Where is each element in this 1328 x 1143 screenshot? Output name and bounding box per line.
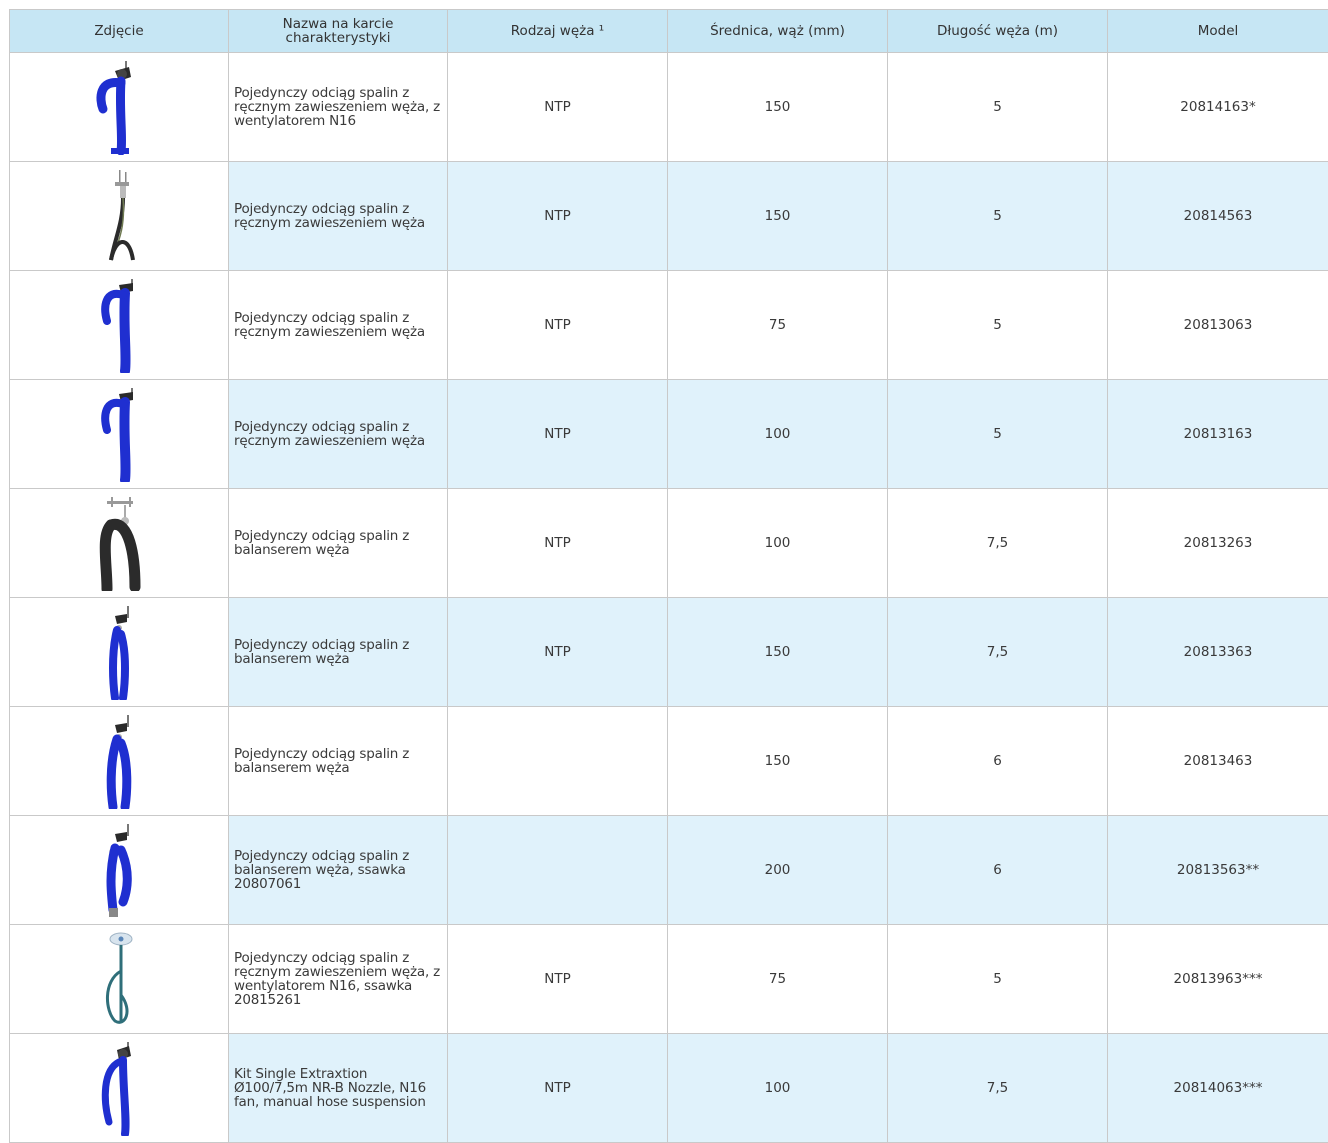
table-row bbox=[10, 162, 1328, 271]
hose-type-cell: NTP bbox=[448, 271, 668, 380]
header-name bbox=[229, 10, 448, 53]
model-cell: 20813463 bbox=[1108, 707, 1328, 816]
blue-hose-with-fan-icon bbox=[89, 1040, 149, 1136]
header-name-label: Nazwa na karcie charakterystyki bbox=[273, 17, 403, 45]
length-cell: 7,5 bbox=[888, 489, 1108, 598]
name-cell: Pojedynczy odciąg spalin z ręcznym zawieszeniem węża, z wentylatorem N16 bbox=[229, 53, 448, 162]
model-cell: 20814163* bbox=[1108, 53, 1328, 162]
diameter-cell: 100 bbox=[668, 489, 888, 598]
hose-type-cell bbox=[448, 707, 668, 816]
hose-type-cell: NTP bbox=[448, 925, 668, 1034]
table-row bbox=[10, 925, 1328, 1034]
photo-cell bbox=[10, 707, 229, 816]
model-cell: 20813363 bbox=[1108, 598, 1328, 707]
table-row bbox=[10, 271, 1328, 380]
diameter-cell: 150 bbox=[668, 707, 888, 816]
header-photo: Zdjęcie bbox=[10, 10, 229, 53]
photo-cell bbox=[10, 1034, 229, 1143]
photo-cell bbox=[10, 816, 229, 925]
table-row bbox=[10, 598, 1328, 707]
photo-cell bbox=[10, 271, 229, 380]
hose-type-cell: NTP bbox=[448, 598, 668, 707]
product-table bbox=[9, 9, 1328, 1143]
model-cell: 20813163 bbox=[1108, 380, 1328, 489]
diameter-cell: 100 bbox=[668, 1034, 888, 1143]
length-cell: 5 bbox=[888, 53, 1108, 162]
photo-cell bbox=[10, 53, 229, 162]
name-cell: Kit Single Extraxtion Ø100/7,5m NR-B Nozzle, N16 fan, manual hose suspension bbox=[229, 1034, 448, 1143]
name-cell: Pojedynczy odciąg spalin z ręcznym zawieszeniem węża bbox=[229, 380, 448, 489]
teal-hose-with-fan-icon bbox=[89, 931, 149, 1027]
black-hose-balancer-icon bbox=[89, 495, 149, 591]
header-length: Długość węża (m) bbox=[888, 10, 1108, 53]
header-hose-type: Rodzaj węża ¹ bbox=[448, 10, 668, 53]
length-cell: 5 bbox=[888, 271, 1108, 380]
hose-type-cell: NTP bbox=[448, 489, 668, 598]
model-cell: 20814563 bbox=[1108, 162, 1328, 271]
hose-type-cell: NTP bbox=[448, 380, 668, 489]
length-cell: 6 bbox=[888, 816, 1108, 925]
model-cell: 20813963*** bbox=[1108, 925, 1328, 1034]
length-cell: 6 bbox=[888, 707, 1108, 816]
hose-type-cell: NTP bbox=[448, 1034, 668, 1143]
photo-cell bbox=[10, 598, 229, 707]
diameter-cell: 150 bbox=[668, 162, 888, 271]
name-cell: Pojedynczy odciąg spalin z balanserem węża bbox=[229, 707, 448, 816]
name-cell: Pojedynczy odciąg spalin z ręcznym zawieszeniem węża bbox=[229, 271, 448, 380]
photo-cell bbox=[10, 925, 229, 1034]
name-cell: Pojedynczy odciąg spalin z ręcznym zawieszeniem węża bbox=[229, 162, 448, 271]
model-cell: 20813063 bbox=[1108, 271, 1328, 380]
header-model: Model bbox=[1108, 10, 1328, 53]
length-cell: 5 bbox=[888, 925, 1108, 1034]
blue-hose-balancer-nozzle-icon bbox=[89, 822, 149, 918]
blue-hose-with-fan-icon bbox=[89, 59, 149, 155]
blue-hose-manual-suspension-icon bbox=[89, 277, 149, 373]
diameter-cell: 100 bbox=[668, 380, 888, 489]
length-cell: 7,5 bbox=[888, 598, 1108, 707]
diameter-cell: 150 bbox=[668, 53, 888, 162]
hose-type-cell: NTP bbox=[448, 162, 668, 271]
name-cell: Pojedynczy odciąg spalin z balanserem węża, ssawka 20807061 bbox=[229, 816, 448, 925]
table-row bbox=[10, 380, 1328, 489]
hose-type-cell: NTP bbox=[448, 53, 668, 162]
photo-cell bbox=[10, 380, 229, 489]
name-cell: Pojedynczy odciąg spalin z balanserem węża bbox=[229, 489, 448, 598]
blue-hose-balancer-icon bbox=[89, 713, 149, 809]
photo-cell bbox=[10, 489, 229, 598]
photo-cell bbox=[10, 162, 229, 271]
blue-hose-balancer-icon bbox=[89, 604, 149, 700]
diameter-cell: 75 bbox=[668, 271, 888, 380]
header-diameter: Średnica, wąż (mm) bbox=[668, 10, 888, 53]
length-cell: 7,5 bbox=[888, 1034, 1108, 1143]
table-row bbox=[10, 53, 1328, 162]
table-row bbox=[10, 707, 1328, 816]
diameter-cell: 75 bbox=[668, 925, 888, 1034]
table-row bbox=[10, 1034, 1328, 1143]
header-row bbox=[10, 10, 1328, 53]
hose-type-cell bbox=[448, 816, 668, 925]
model-cell: 20813263 bbox=[1108, 489, 1328, 598]
table-row bbox=[10, 816, 1328, 925]
model-cell: 20814063*** bbox=[1108, 1034, 1328, 1143]
blue-hose-manual-suspension-icon bbox=[89, 386, 149, 482]
name-cell: Pojedynczy odciąg spalin z balanserem węża bbox=[229, 598, 448, 707]
name-cell: Pojedynczy odciąg spalin z ręcznym zawieszeniem węża, z wentylatorem N16, ssawka 20815261 bbox=[229, 925, 448, 1034]
diameter-cell: 150 bbox=[668, 598, 888, 707]
length-cell: 5 bbox=[888, 162, 1108, 271]
model-cell: 20813563** bbox=[1108, 816, 1328, 925]
table-row bbox=[10, 489, 1328, 598]
black-hose-manual-suspension-icon bbox=[89, 168, 149, 264]
length-cell: 5 bbox=[888, 380, 1108, 489]
diameter-cell: 200 bbox=[668, 816, 888, 925]
